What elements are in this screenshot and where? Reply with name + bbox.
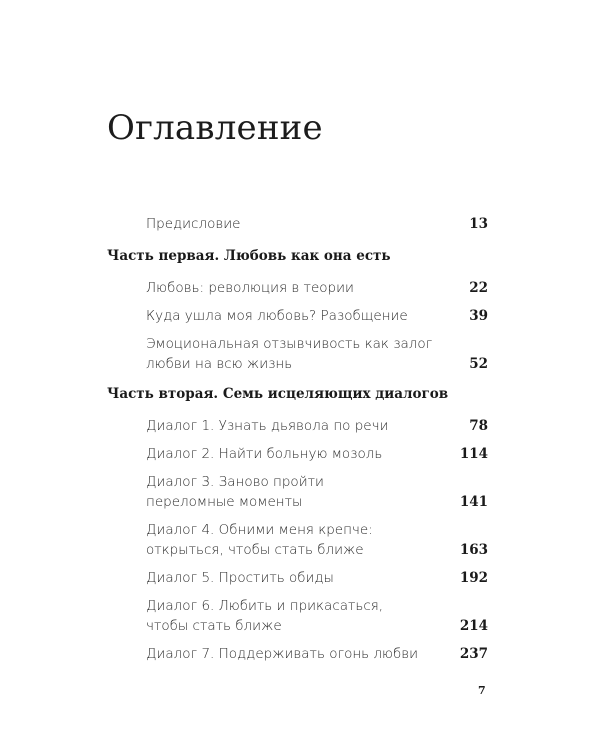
toc-entry-page: 192 bbox=[459, 570, 488, 586]
toc-entry[interactable] bbox=[146, 334, 488, 374]
toc-entry-title: Диалог 5. Простить обиды bbox=[146, 570, 334, 586]
page-title: Оглавление bbox=[107, 108, 323, 148]
toc-entry-title: Диалог 7. Поддерживать огонь любви bbox=[146, 646, 419, 662]
toc-entry-page: 52 bbox=[469, 356, 488, 372]
toc-entry-title: Диалог 3. Заново пройти переломные моменты bbox=[146, 474, 324, 510]
toc-entry[interactable] bbox=[146, 596, 488, 636]
toc-entry-title: Диалог 2. Найти больную мозоль bbox=[146, 446, 383, 462]
toc-entry[interactable] bbox=[146, 278, 488, 298]
toc-entry[interactable] bbox=[146, 644, 488, 664]
page-number: 7 bbox=[478, 684, 486, 697]
toc-entry[interactable] bbox=[146, 306, 488, 326]
toc-part-one-heading[interactable]: Часть первая. Любовь как она есть bbox=[107, 248, 391, 264]
toc-entry-page: 237 bbox=[459, 646, 488, 662]
toc-entry-page: 39 bbox=[469, 308, 488, 324]
toc-entry-page: 13 bbox=[469, 216, 488, 232]
toc-entry-title: Диалог 4. Обними меня крепче: открыться, чтобы стать ближе bbox=[146, 522, 373, 558]
toc-part-two-heading[interactable]: Часть вторая. Семь исцеляющих диалогов bbox=[107, 386, 449, 402]
toc-entry-page: 214 bbox=[459, 618, 488, 634]
toc-entry-page: 78 bbox=[469, 418, 488, 434]
toc-entry-title: Любовь: революция в теории bbox=[146, 280, 354, 296]
toc-entry-page: 22 bbox=[469, 280, 488, 296]
toc-entry-page: 163 bbox=[459, 542, 488, 558]
toc-entry-title: Куда ушла моя любовь? Разобщение bbox=[146, 308, 408, 324]
toc-entry-page: 141 bbox=[459, 494, 488, 510]
toc-entry-title: Эмоциональная отзывчивость как залог любви на всю жизнь bbox=[146, 336, 433, 372]
toc-entry-title: Диалог 6. Любить и прикасаться, чтобы стать ближе bbox=[146, 598, 384, 634]
toc-entry-page: 114 bbox=[459, 446, 488, 462]
toc-entry[interactable] bbox=[146, 472, 488, 512]
toc-entry-title: Диалог 1. Узнать дьявола по речи bbox=[146, 418, 389, 434]
toc-entry[interactable] bbox=[146, 520, 488, 560]
toc-entry[interactable] bbox=[146, 416, 488, 436]
toc-entry[interactable] bbox=[146, 568, 488, 588]
toc-entry[interactable] bbox=[146, 444, 488, 464]
toc-entry-title: Предисловие bbox=[146, 216, 241, 232]
toc-entry-preface[interactable] bbox=[146, 214, 488, 234]
